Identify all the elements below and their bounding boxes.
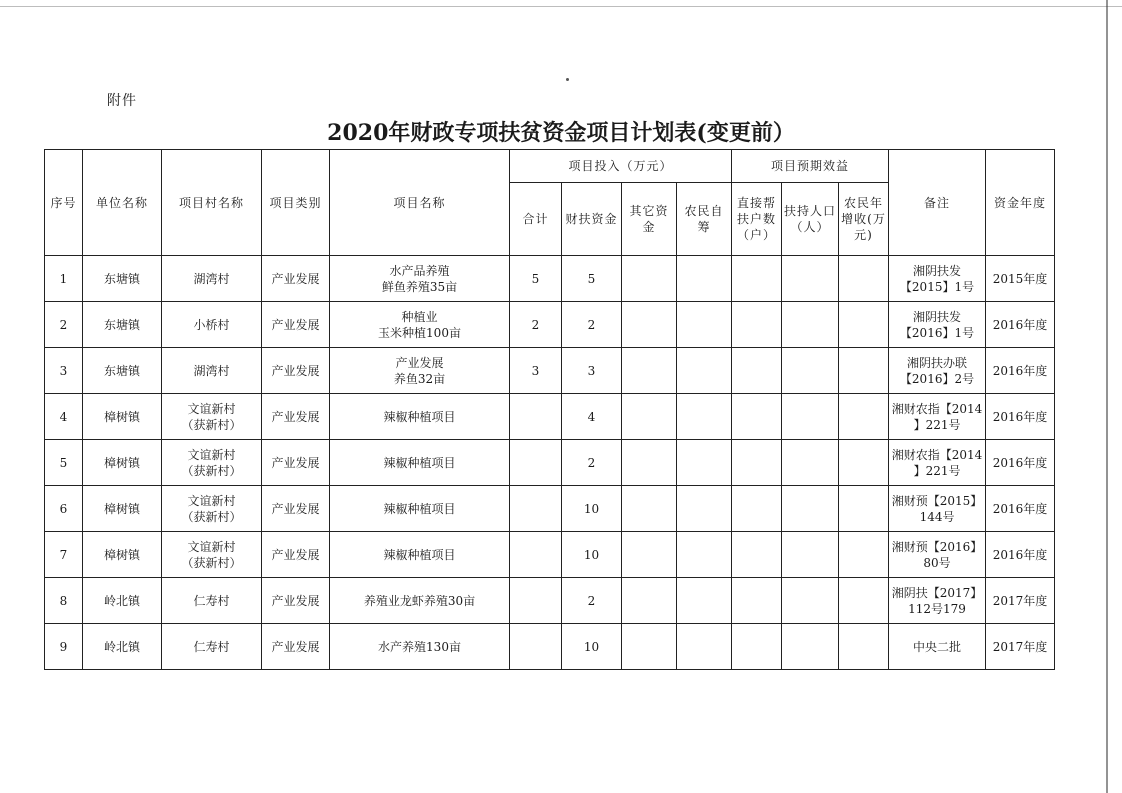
table-row [45, 532, 1055, 578]
cell-farmer [677, 532, 732, 578]
cell-farmer [677, 256, 732, 302]
cell-remarks: 湘财农指【2014 】221号 [889, 394, 986, 440]
cell-village: 仁寿村 [162, 578, 262, 624]
header-households: 直接帮扶户数（户） [732, 183, 782, 256]
cell-fund-year: 2016年度 [986, 302, 1055, 348]
cell-village: 文谊新村 （获新村） [162, 486, 262, 532]
cell-households [732, 532, 782, 578]
cell-income [839, 532, 889, 578]
table-row [45, 302, 1055, 348]
cell-total [510, 578, 562, 624]
header-total: 合计 [510, 183, 562, 256]
cell-people [782, 440, 839, 486]
cell-remarks: 湘阴扶发 【2015】1号 [889, 256, 986, 302]
cell-farmer [677, 348, 732, 394]
cell-income [839, 348, 889, 394]
cell-category: 产业发展 [262, 302, 330, 348]
cell-income [839, 486, 889, 532]
cell-project: 辣椒种植项目 [330, 486, 510, 532]
cell-category: 产业发展 [262, 532, 330, 578]
cell-category: 产业发展 [262, 256, 330, 302]
cell-total [510, 440, 562, 486]
cell-total: 5 [510, 256, 562, 302]
cell-total: 3 [510, 348, 562, 394]
cell-remarks: 中央二批 [889, 624, 986, 670]
cell-unit: 岭北镇 [83, 578, 162, 624]
cell-fiscal: 2 [562, 302, 622, 348]
cell-farmer [677, 624, 732, 670]
table-row [45, 440, 1055, 486]
cell-village: 小桥村 [162, 302, 262, 348]
cell-project: 辣椒种植项目 [330, 394, 510, 440]
cell-farmer [677, 302, 732, 348]
cell-other [622, 348, 677, 394]
scan-speck [566, 78, 569, 81]
cell-seq: 5 [45, 440, 83, 486]
cell-income [839, 302, 889, 348]
header-row-group [45, 150, 1055, 183]
cell-households [732, 256, 782, 302]
cell-people [782, 532, 839, 578]
cell-unit: 樟树镇 [83, 532, 162, 578]
table-row [45, 394, 1055, 440]
cell-farmer [677, 394, 732, 440]
cell-seq: 6 [45, 486, 83, 532]
cell-other [622, 440, 677, 486]
cell-project: 辣椒种植项目 [330, 440, 510, 486]
table-row [45, 486, 1055, 532]
cell-households [732, 348, 782, 394]
header-unit: 单位名称 [83, 150, 162, 256]
cell-people [782, 348, 839, 394]
cell-project: 产业发展 养鱼32亩 [330, 348, 510, 394]
page-title: 2020年财政专项扶贫资金项目计划表(变更前） [327, 120, 795, 146]
cell-income [839, 394, 889, 440]
cell-fund-year: 2015年度 [986, 256, 1055, 302]
header-seq: 序号 [45, 150, 83, 256]
header-project: 项目名称 [330, 150, 510, 256]
cell-unit: 樟树镇 [83, 394, 162, 440]
cell-village: 文谊新村 （获新村） [162, 394, 262, 440]
cell-fund-year: 2017年度 [986, 578, 1055, 624]
cell-people [782, 486, 839, 532]
header-benefit-group: 项目预期效益 [732, 150, 889, 183]
cell-remarks: 湘阴扶发 【2016】1号 [889, 302, 986, 348]
cell-total [510, 532, 562, 578]
cell-people [782, 302, 839, 348]
cell-fiscal: 5 [562, 256, 622, 302]
header-village: 项目村名称 [162, 150, 262, 256]
header-category: 项目类别 [262, 150, 330, 256]
cell-seq: 7 [45, 532, 83, 578]
cell-other [622, 578, 677, 624]
cell-unit: 樟树镇 [83, 486, 162, 532]
cell-category: 产业发展 [262, 486, 330, 532]
cell-seq: 9 [45, 624, 83, 670]
cell-unit: 东塘镇 [83, 302, 162, 348]
cell-village: 文谊新村 （获新村） [162, 440, 262, 486]
cell-project: 水产品养殖 鲜鱼养殖35亩 [330, 256, 510, 302]
cell-village: 湖湾村 [162, 348, 262, 394]
cell-seq: 4 [45, 394, 83, 440]
header-farmer: 农民自筹 [677, 183, 732, 256]
header-people: 扶持人口（人） [782, 183, 839, 256]
cell-other [622, 624, 677, 670]
cell-fund-year: 2016年度 [986, 440, 1055, 486]
attachment-label: 附件 [107, 93, 137, 109]
cell-unit: 东塘镇 [83, 256, 162, 302]
cell-other [622, 394, 677, 440]
cell-fiscal: 3 [562, 348, 622, 394]
cell-seq: 1 [45, 256, 83, 302]
header-fiscal: 财扶资金 [562, 183, 622, 256]
cell-unit: 东塘镇 [83, 348, 162, 394]
cell-other [622, 532, 677, 578]
table-row [45, 578, 1055, 624]
cell-income [839, 256, 889, 302]
cell-seq: 2 [45, 302, 83, 348]
table-row [45, 624, 1055, 670]
cell-fiscal: 2 [562, 440, 622, 486]
cell-other [622, 486, 677, 532]
cell-remarks: 湘财预【2015】 144号 [889, 486, 986, 532]
table-row [45, 256, 1055, 302]
cell-people [782, 394, 839, 440]
cell-people [782, 578, 839, 624]
header-remarks: 备注 [889, 150, 986, 256]
cell-farmer [677, 440, 732, 486]
cell-category: 产业发展 [262, 440, 330, 486]
cell-total [510, 624, 562, 670]
cell-total [510, 394, 562, 440]
cell-fund-year: 2017年度 [986, 624, 1055, 670]
cell-remarks: 湘财农指【2014 】221号 [889, 440, 986, 486]
header-investment-group: 项目投入（万元） [510, 150, 732, 183]
header-fund-year: 资金年度 [986, 150, 1055, 256]
cell-project: 辣椒种植项目 [330, 532, 510, 578]
cell-total: 2 [510, 302, 562, 348]
cell-village: 仁寿村 [162, 624, 262, 670]
cell-unit: 樟树镇 [83, 440, 162, 486]
cell-other [622, 302, 677, 348]
cell-farmer [677, 578, 732, 624]
cell-households [732, 394, 782, 440]
cell-fund-year: 2016年度 [986, 348, 1055, 394]
cell-unit: 岭北镇 [83, 624, 162, 670]
cell-category: 产业发展 [262, 578, 330, 624]
cell-income [839, 578, 889, 624]
cell-seq: 3 [45, 348, 83, 394]
cell-farmer [677, 486, 732, 532]
cell-households [732, 486, 782, 532]
cell-village: 湖湾村 [162, 256, 262, 302]
header-income: 农民年增收(万元) [839, 183, 889, 256]
cell-project: 种植业 玉米种植100亩 [330, 302, 510, 348]
cell-households [732, 440, 782, 486]
cell-people [782, 256, 839, 302]
cell-people [782, 624, 839, 670]
cell-fund-year: 2016年度 [986, 486, 1055, 532]
cell-remarks: 湘阴扶办联 【2016】2号 [889, 348, 986, 394]
cell-village: 文谊新村 （获新村） [162, 532, 262, 578]
cell-households [732, 578, 782, 624]
cell-fund-year: 2016年度 [986, 394, 1055, 440]
cell-remarks: 湘财预【2016】 80号 [889, 532, 986, 578]
plan-table [44, 149, 1055, 670]
cell-income [839, 624, 889, 670]
cell-fiscal: 10 [562, 624, 622, 670]
cell-category: 产业发展 [262, 394, 330, 440]
cell-project: 水产养殖130亩 [330, 624, 510, 670]
table-row [45, 348, 1055, 394]
cell-seq: 8 [45, 578, 83, 624]
cell-households [732, 624, 782, 670]
cell-category: 产业发展 [262, 348, 330, 394]
cell-fiscal: 2 [562, 578, 622, 624]
cell-fiscal: 10 [562, 532, 622, 578]
cell-other [622, 256, 677, 302]
cell-total [510, 486, 562, 532]
cell-fiscal: 10 [562, 486, 622, 532]
cell-income [839, 440, 889, 486]
cell-category: 产业发展 [262, 624, 330, 670]
cell-households [732, 302, 782, 348]
header-other: 其它资金 [622, 183, 677, 256]
cell-remarks: 湘阴扶【2017】 112号179 [889, 578, 986, 624]
cell-project: 养殖业龙虾养殖30亩 [330, 578, 510, 624]
cell-fiscal: 4 [562, 394, 622, 440]
cell-fund-year: 2016年度 [986, 532, 1055, 578]
scan-edge-top [0, 6, 1122, 7]
